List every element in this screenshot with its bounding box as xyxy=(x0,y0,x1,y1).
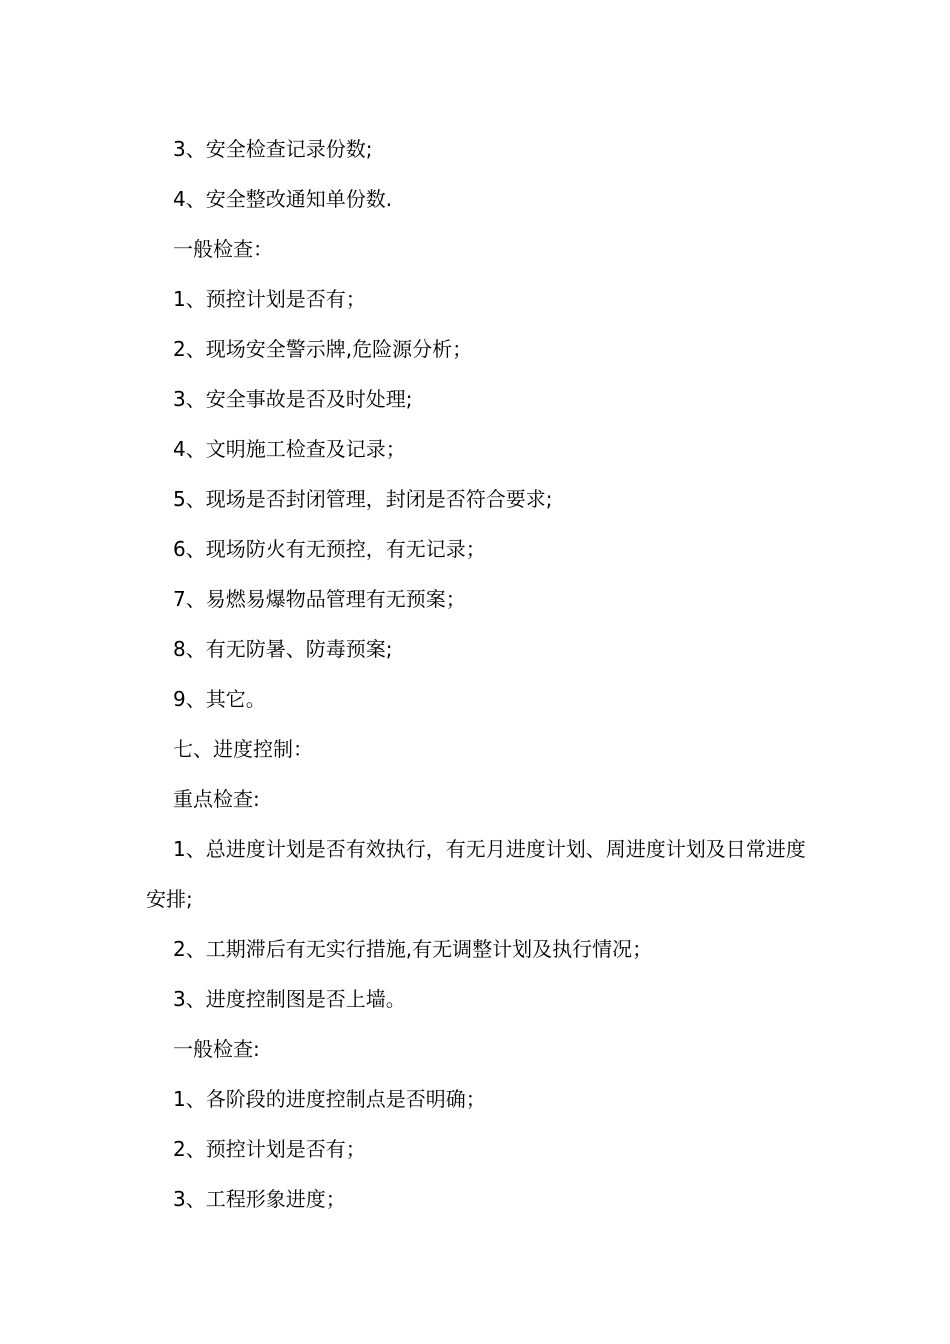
paragraph: 9、其它。 xyxy=(173,687,266,711)
paragraph: 一般检查： xyxy=(173,237,273,261)
paragraph: 4、安全整改通知单份数. xyxy=(173,187,393,211)
paragraph: 2、工期滞后有无实行措施,有无调整计划及执行情况； xyxy=(173,937,653,961)
paragraph: 3、进度控制图是否上墙。 xyxy=(173,987,406,1011)
paragraph: 2、现场安全警示牌,危险源分析； xyxy=(173,337,473,361)
paragraph: 3、工程形象进度； xyxy=(173,1187,346,1211)
paragraph: 3、安全检查记录份数; xyxy=(173,137,373,161)
paragraph: 6、现场防火有无预控，有无记录； xyxy=(173,537,486,561)
paragraph: 重点检查: xyxy=(173,787,260,811)
document-body xyxy=(146,124,811,1224)
paragraph: 1、各阶段的进度控制点是否明确； xyxy=(173,1087,486,1111)
paragraph: 3、安全事故是否及时处理; xyxy=(173,387,413,411)
section-heading: 七、进度控制： xyxy=(173,737,313,761)
paragraph: 8、有无防暑、防毒预案; xyxy=(173,637,393,661)
paragraph: 2、预控计划是否有； xyxy=(173,1137,366,1161)
paragraph: 1、总进度计划是否有效执行，有无月进度计划、周进度计划及日常进度安排; xyxy=(146,837,806,911)
paragraph: 4、文明施工检查及记录； xyxy=(173,437,406,461)
paragraph: 7、易燃易爆物品管理有无预案； xyxy=(173,587,466,611)
paragraph: 5、现场是否封闭管理，封闭是否符合要求; xyxy=(173,487,553,511)
paragraph: 1、预控计划是否有； xyxy=(173,287,366,311)
paragraph: 一般检查: xyxy=(173,1037,260,1061)
